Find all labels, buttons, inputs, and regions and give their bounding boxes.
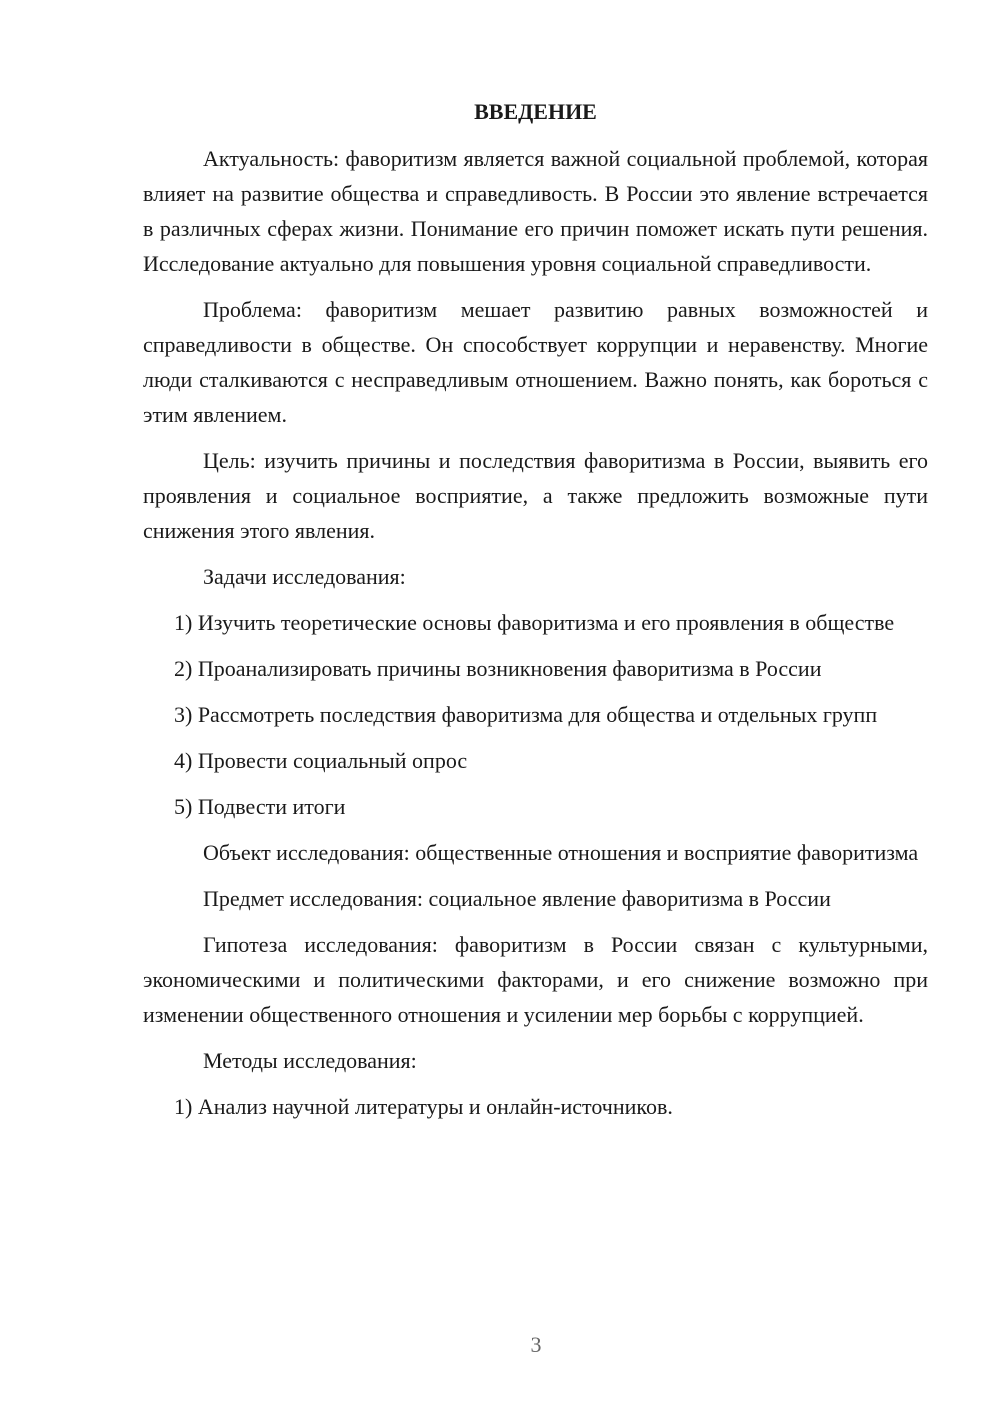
relevance-paragraph: Актуальность: фаворитизм является важной социальной проблемой, которая влияет на развитие общества и справедливость. В России это явление встречается в различных сферах жизни. Понимание его причин поможет искать пути решения. Исследование актуально для повышения уровня социальной справедливости.: [143, 146, 928, 276]
goal-paragraph: Цель: изучить причины и последствия фаворитизма в России, выявить его проявления и социальное восприятие, а также предложить возможные пути снижения этого явления.: [143, 448, 928, 543]
task-item: 4) Провести социальный опрос: [174, 748, 468, 773]
hypothesis-paragraph: Гипотеза исследования: фаворитизм в России связан с культурными, экономическими и политическими факторами, и его снижение возможно при изменении общественного отношения и усилении мер борьбы с коррупцией.: [143, 932, 928, 1027]
task-item: 5) Подвести итоги: [174, 794, 346, 819]
task-item: 3) Рассмотреть последствия фаворитизма для общества и отдельных групп: [174, 702, 878, 727]
problem-paragraph: Проблема: фаворитизм мешает развитию равных возможностей и справедливости в обществе. Он способствует коррупции и неравенству. Многие люди сталкиваются с несправедливым отношением. Важно понять, как бороться с этим явлением.: [143, 297, 928, 427]
page-content: [143, 94, 928, 1135]
tasks-heading: Задачи исследования:: [203, 564, 406, 589]
methods-heading: Методы исследования:: [203, 1048, 417, 1073]
page-title: ВВЕДЕНИЕ: [474, 99, 597, 124]
page-number: 3: [530, 1332, 542, 1357]
task-item: 1) Изучить теоретические основы фаворитизма и его проявления в обществе: [174, 610, 895, 635]
object-paragraph: Объект исследования: общественные отношения и восприятие фаворитизма: [203, 840, 919, 865]
method-item: 1) Анализ научной литературы и онлайн-источников.: [174, 1094, 673, 1119]
task-item: 2) Проанализировать причины возникновения фаворитизма в России: [174, 656, 822, 681]
subject-paragraph: Предмет исследования: социальное явление фаворитизма в России: [203, 886, 831, 911]
